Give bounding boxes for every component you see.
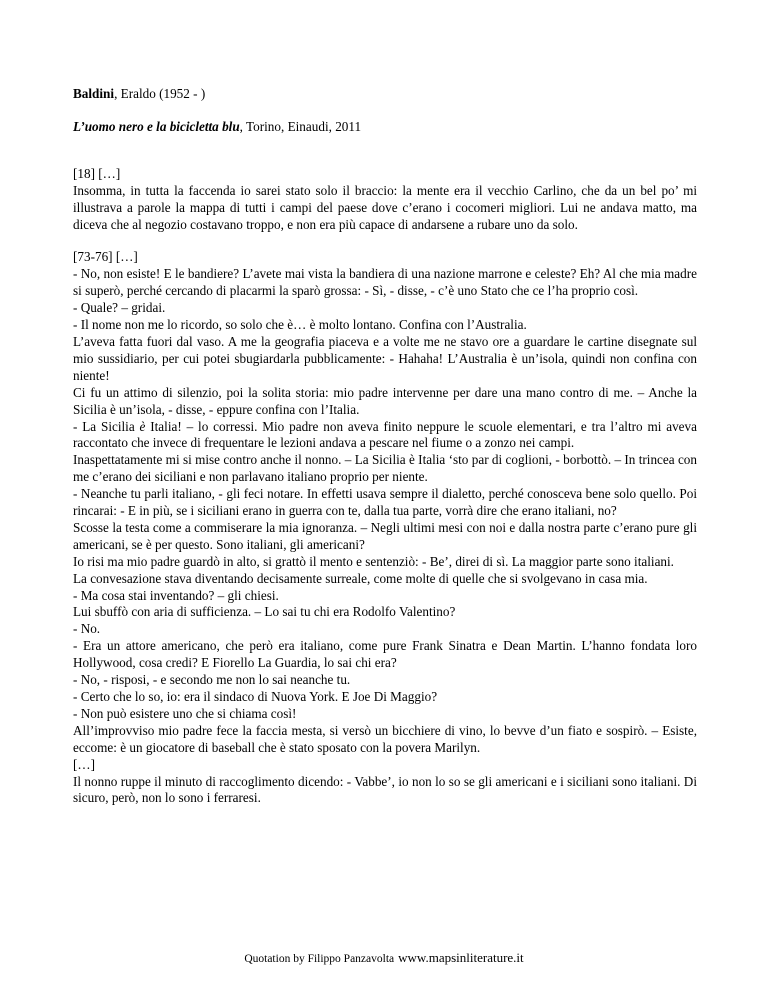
footer-credit: Quotation by Filippo Panzavolta <box>244 953 395 965</box>
sicilia-line-emphasis: è <box>139 418 146 434</box>
passage-2-line: - Non può esistere uno che si chiama così! <box>73 705 297 721</box>
passage-2-line: - Certo che lo so, io: era il sindaco di Nuova York. E Joe Di Maggio? <box>73 689 438 704</box>
book-line <box>73 119 697 136</box>
sicilia-line-start: - La Sicilia <box>73 418 140 434</box>
passage-2-line: Scosse la testa come a commiserare la mia ignoranza. – Negli ultimi mesi con noi e dalla nostra parte c’erano pure gli americani, se è per questo. Sono italiani, gli americani? <box>73 519 697 552</box>
passage-2-line: L’aveva fatta fuori dal vaso. A me la geografia piaceva e a volte me ne stavo ore a guardare le cartine disegnate sul mio sussidiario, per cui potei sbugiardarla pubblicamente: - Hahaha! L’Australia è un’isola, quindi non confina con niente! <box>73 333 697 383</box>
passage-2-line: All’improvviso mio padre fece la faccia mesta, si versò un bicchiere di vino, lo bevve d’un fiato e sospirò. – Esiste, eccome: è un giocatore di baseball che è stato sposato con la povera Marilyn. <box>73 722 697 755</box>
passage-2-line: Ci fu un attimo di silenzio, poi la solita storia: mio padre intervenne per dare una mano contro di me. – Anche la Sicilia è un’isola, - disse, - eppure confina con l’Italia. <box>73 384 697 417</box>
passage-2-line: - Quale? – gridai. <box>73 300 166 316</box>
author-surname: Baldini <box>73 86 115 101</box>
passage-2-line: - Neanche tu parli italiano, - gli feci notare. In effetti usava sempre il dialetto, perché conosceva bene solo quello. Poi rincarai: - E in più, se i siciliani erano in guerra con te, dalla tua parte, vorrà dire che erano italiani, no? <box>73 486 697 519</box>
passage-2-line: - Il nome non me lo ricordo, so solo che è… è molto lontano. Confina con l’Australia. <box>73 317 527 333</box>
passage-2-line: […] <box>73 756 95 772</box>
passage-2-line: La convesazione stava diventando decisamente surreale, come molte di quelle che si svolgevano in casa mia. <box>73 570 648 586</box>
passage-2-line: Io risi ma mio padre guardò in alto, si grattò il mento e sentenziò: - Be’, direi di sì. La maggior parte sono italiani. <box>73 553 674 569</box>
passage-2-line: - Ma cosa stai inventando? – gli chiesi. <box>73 587 279 603</box>
book-title: L’uomo nero e la bicicletta blu <box>73 118 240 134</box>
passage-2-line: Il nonno ruppe il minuto di raccoglimento dicendo: - Vabbe’, io non lo so se gli americani e i siciliani sono italiani. Di sicuro, però, non lo sono i ferraresi. <box>73 773 697 806</box>
passage-2-line: Inaspettatamente mi si mise contro anche il nonno. – La Sicilia è Italia ‘sto par di coglioni, - borbottò. – In trincea con me c’erano dei siciliani e non parlavano italiano proprio per niente. <box>73 452 697 485</box>
passage-2-line: - No, - risposi, - e secondo me non lo sai neanche tu. <box>73 672 351 688</box>
passage-2-line: - No. <box>73 621 101 637</box>
passage-2-text <box>73 266 697 807</box>
passage-2-line: - Era un attore americano, che però era italiano, come pure Frank Sinatra e Dean Martin. L’hanno fondata loro Hollywood, cosa credi? E Fiorello La Guardia, lo sai chi era? <box>73 638 697 671</box>
quotation-content <box>73 86 697 807</box>
author-line <box>73 86 697 103</box>
footer <box>0 950 768 966</box>
book-details: , Torino, Einaudi, 2011 <box>239 118 362 134</box>
sicilia-line-end: Italia! – lo corressi. Mio padre non aveva finito neppure le scuole elementari, e tra l’altro mi aveva raccontato che invece di frequentare le lezioni andava a pescare nel fiume o a zonzo nei campi. <box>73 418 697 451</box>
passage-1-ref: [18] […] <box>73 165 121 181</box>
passage-2-line: - No, non esiste! E le bandiere? L’avete mai vista la bandiera di una nazione marrone e celeste? Eh? Al che mia madre si superò, perché cercando di placarmi la sparò grossa: - Sì, - disse, - c’è uno Stato che ce l’ha proprio così. <box>73 266 697 299</box>
author-details: , Eraldo (1952 - ) <box>114 86 206 101</box>
passage-2-ref: [73-76] […] <box>73 249 138 265</box>
passage-2-line <box>73 419 697 453</box>
passage-1-text: Insomma, in tutta la faccenda io sarei stato solo il braccio: la mente era il vecchio Carlino, che da un bel po’ mi illustrava a parole la mappa di tutti i campi del paese dove c’erano i cocomeri migliori. Lui ne andava matto, ma diceva che al negozio costavano troppo, e non era più capace di andarsene a rubare uno da solo. <box>73 182 697 232</box>
passage-2-line: Lui sbuffò con aria di sufficienza. – Lo sai tu chi era Rodolfo Valentino? <box>73 604 456 620</box>
footer-website: www.mapsinliterature.it <box>398 950 524 965</box>
